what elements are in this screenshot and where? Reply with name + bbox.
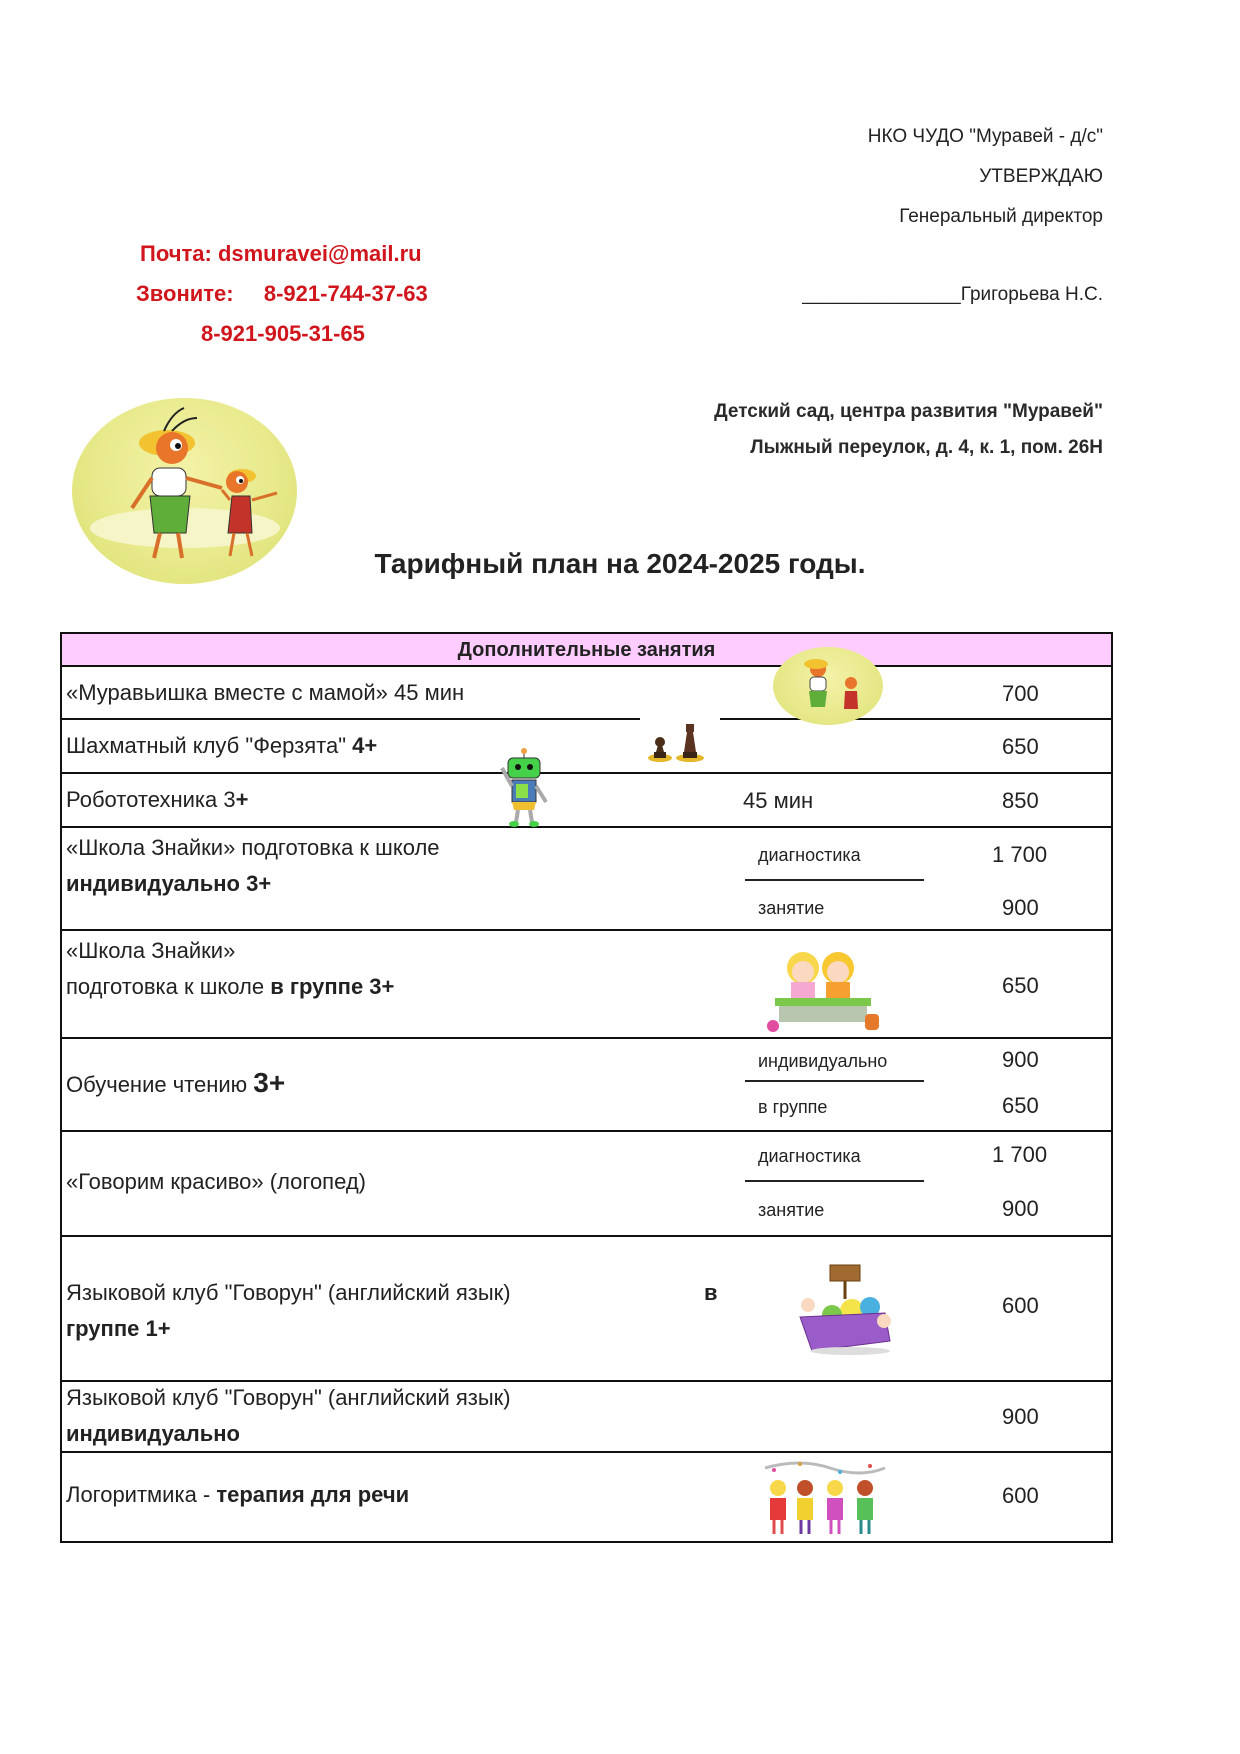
service-name: «Говорим красиво» (логопед)	[66, 1169, 367, 1194]
approve-label: УТВЕРЖДАЮ	[979, 166, 1103, 187]
service-name-tail: в	[704, 1280, 718, 1305]
table-row	[62, 931, 1111, 1039]
divider	[745, 1180, 924, 1182]
option-price: 650	[1002, 1093, 1039, 1118]
service-name-bold: индивидуально	[66, 1421, 240, 1446]
option-price: 900	[1002, 895, 1039, 920]
table-row	[62, 667, 1111, 720]
director-name: Григорьева Н.С.	[960, 284, 1103, 305]
option-label: индивидуально	[758, 1051, 888, 1071]
service-name-bold: группе 1+	[66, 1316, 171, 1341]
address-line-1: Детский сад, центра развития "Муравей"	[714, 401, 1103, 422]
divider	[745, 1080, 924, 1082]
chess-icon	[640, 718, 720, 766]
table-row	[62, 1039, 1111, 1132]
ants-icon	[773, 647, 883, 725]
service-name: «Школа Знайки»	[66, 938, 236, 963]
table-row	[62, 1453, 1111, 1541]
tariff-table	[60, 632, 1113, 1543]
service-name-bold: индивидуально 3+	[66, 871, 272, 896]
service-price: 600	[1002, 1483, 1039, 1508]
divider	[745, 879, 924, 881]
option-label: диагностика	[758, 1146, 861, 1166]
address-line-2: Лыжный переулок, д. 4, к. 1, пом. 26Н	[750, 437, 1103, 458]
school-kids-icon	[753, 940, 893, 1038]
option-price: 1 700	[992, 1142, 1048, 1167]
director-position: Генеральный директор	[899, 206, 1103, 227]
service-price: 700	[1002, 681, 1039, 706]
organization-name: НКО ЧУДО "Муравей - д/с"	[867, 126, 1103, 147]
service-price: 650	[1002, 973, 1039, 998]
phone-2[interactable]: 8-921-905-31-65	[201, 321, 365, 346]
table-row	[62, 1237, 1111, 1382]
option-label: занятие	[758, 898, 825, 918]
service-duration: 45 мин	[743, 788, 814, 813]
phone-line-1	[136, 281, 428, 307]
phone-1[interactable]: 8-921-744-37-63	[263, 281, 428, 306]
table-row	[62, 828, 1111, 931]
page-title: Тарифный план на 2024-2025 годы.	[374, 548, 866, 579]
singing-kids-icon	[760, 1458, 888, 1540]
table-row	[62, 1382, 1111, 1453]
option-label: в группе	[758, 1097, 828, 1117]
english-kids-icon	[790, 1263, 900, 1355]
service-name: Обучение чтению 3+	[66, 1067, 286, 1098]
service-name: Шахматный клуб "Ферзята" 4+	[66, 733, 378, 758]
email-link[interactable]: dsmuravei@mail.ru	[217, 241, 422, 266]
service-name: Языковой клуб "Говорун" (английский язык)	[66, 1280, 511, 1305]
email-label: Почта:	[140, 241, 212, 266]
director-signature	[802, 284, 1103, 306]
option-label: диагностика	[758, 845, 861, 865]
service-price: 600	[1002, 1293, 1039, 1318]
service-name: «Муравьишка вместе с мамой» 45 мин	[66, 680, 465, 705]
option-label: занятие	[758, 1200, 825, 1220]
table-row	[62, 720, 1111, 774]
email-line	[140, 241, 422, 267]
service-price: 650	[1002, 734, 1039, 759]
phone-label: Звоните:	[136, 281, 234, 306]
option-price: 900	[1002, 1047, 1039, 1072]
table-header: Дополнительные занятия	[62, 634, 1111, 667]
option-price: 1 700	[992, 842, 1048, 867]
service-name: Робототехника 3+	[66, 787, 249, 812]
service-name: Логоритмика - терапия для речи	[66, 1482, 410, 1507]
table-row	[62, 774, 1111, 828]
service-price: 850	[1002, 788, 1039, 813]
service-name-2: подготовка к школе в группе 3+	[66, 974, 395, 999]
signature-line: _______________	[802, 284, 961, 305]
robot-icon	[494, 748, 554, 828]
service-name: Языковой клуб "Говорун" (английский язык)	[66, 1385, 511, 1410]
option-price: 900	[1002, 1196, 1039, 1221]
service-price: 900	[1002, 1404, 1039, 1429]
service-name: «Школа Знайки» подготовка к школе	[66, 835, 440, 860]
table-row	[62, 1132, 1111, 1237]
